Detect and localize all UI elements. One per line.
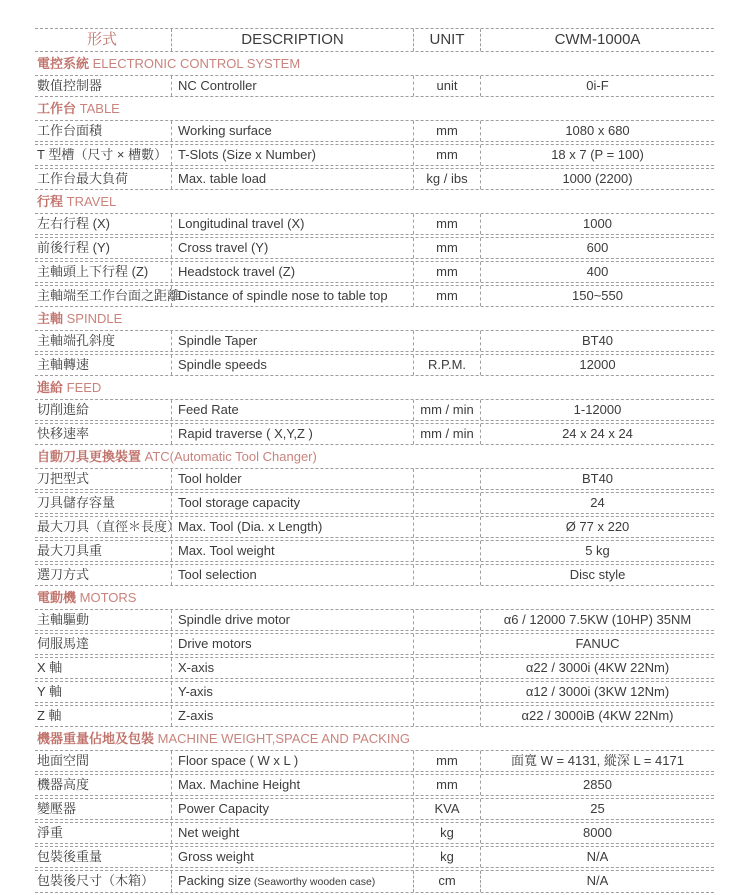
spec-value: α22 / 3000i (4KW 22Nm) [480, 658, 714, 678]
section-title-zh: 工作台 [37, 101, 77, 116]
spec-row [35, 144, 714, 166]
spec-label-zh: 主軸端至工作台面之距離 [37, 288, 181, 303]
section-header [35, 729, 714, 748]
spec-value: α6 / 12000 7.5KW (10HP) 35NM [480, 610, 714, 630]
spec-label-zh: 機器高度 [37, 777, 90, 792]
spec-value: 1000 [480, 214, 714, 234]
section-header [35, 309, 714, 328]
spec-value: 150~550 [480, 286, 714, 306]
spec-unit [413, 469, 480, 489]
spec-label-zh: 主軸頭上下行程 (Z) [37, 264, 149, 279]
spec-row [35, 354, 714, 376]
spec-unit: mm [413, 121, 480, 141]
spec-description: Spindle speeds [171, 355, 413, 375]
spec-row [35, 168, 714, 190]
section-title-en: MOTORS [76, 590, 137, 605]
table-header-row [35, 28, 714, 52]
column-header-model: CWM-1000A [480, 29, 714, 51]
spec-description: Rapid traverse ( X,Y,Z ) [171, 424, 413, 444]
spec-row [35, 846, 714, 868]
spec-description: Floor space ( W x L ) [171, 751, 413, 771]
spec-value: 400 [480, 262, 714, 282]
spec-value: N/A [480, 847, 714, 867]
spec-row [35, 750, 714, 772]
spec-row [35, 564, 714, 586]
spec-unit: kg [413, 847, 480, 867]
spec-label-zh: 地面空間 [37, 753, 90, 768]
column-header-type: 形式 [86, 31, 117, 48]
spec-value: α22 / 3000iB (4KW 22Nm) [480, 706, 714, 726]
spec-description: Tool storage capacity [171, 493, 413, 513]
spec-row [35, 399, 714, 421]
spec-row [35, 75, 714, 97]
section-title-zh: 主軸 [37, 311, 64, 326]
section-title-zh: 自動刀具更換裝置 [37, 449, 142, 464]
spec-row [35, 870, 714, 893]
spec-row [35, 657, 714, 679]
spec-row [35, 237, 714, 259]
spec-unit: mm [413, 286, 480, 306]
spec-unit: KVA [413, 799, 480, 819]
spec-value: 18 x 7 (P = 100) [480, 145, 714, 165]
section-title-en: TABLE [76, 101, 120, 116]
spec-label-zh: Z 軸 [37, 708, 62, 723]
spec-description: T-Slots (Size x Number) [171, 145, 413, 165]
spec-row [35, 330, 714, 352]
spec-unit [413, 658, 480, 678]
spec-description: Max. table load [171, 169, 413, 189]
spec-value: 2850 [480, 775, 714, 795]
spec-value: 1-12000 [480, 400, 714, 420]
spec-value: 1000 (2200) [480, 169, 714, 189]
spec-label-zh: 數值控制器 [37, 78, 103, 93]
spec-unit [413, 517, 480, 537]
spec-description-note: (Seaworthy wooden case) [250, 876, 376, 888]
spec-row [35, 633, 714, 655]
spec-label-zh: 工作台最大負荷 [37, 171, 129, 186]
spec-row [35, 609, 714, 631]
spec-label-zh: 前後行程 (Y) [37, 240, 110, 255]
spec-value: 25 [480, 799, 714, 819]
spec-description: X-axis [171, 658, 413, 678]
spec-description: Max. Machine Height [171, 775, 413, 795]
section-title-zh: 電動機 [37, 590, 77, 605]
section-title-en: ELECTRONIC CONTROL SYSTEM [89, 56, 301, 71]
spec-unit: mm [413, 775, 480, 795]
spec-description: Z-axis [171, 706, 413, 726]
spec-description: Distance of spindle nose to table top [171, 286, 413, 306]
spec-unit: unit [413, 76, 480, 96]
section-title-zh: 行程 [37, 194, 64, 209]
section-title-en: FEED [63, 380, 102, 395]
section-header [35, 447, 714, 466]
spec-unit: mm [413, 262, 480, 282]
spec-label-zh: 刀把型式 [37, 471, 90, 486]
spec-unit: kg [413, 823, 480, 843]
spec-unit: mm / min [413, 400, 480, 420]
spec-value: BT40 [480, 331, 714, 351]
spec-value: 1080 x 680 [480, 121, 714, 141]
spec-table [35, 28, 714, 895]
spec-description: Net weight [171, 823, 413, 843]
spec-value: FANUC [480, 634, 714, 654]
spec-description: Max. Tool weight [171, 541, 413, 561]
spec-description: Tool holder [171, 469, 413, 489]
spec-description: Spindle Taper [171, 331, 413, 351]
spec-label-zh: 淨重 [37, 825, 64, 840]
spec-row [35, 681, 714, 703]
spec-unit [413, 610, 480, 630]
spec-label-zh: 包裝後尺寸（木箱） [37, 873, 155, 888]
section-title-en: TRAVEL [63, 194, 117, 209]
spec-label-zh: 刀具儲存容量 [37, 495, 116, 510]
spec-description: Gross weight [171, 847, 413, 867]
spec-value: α12 / 3000i (3KW 12Nm) [480, 682, 714, 702]
spec-label-zh: 最大刀具重 [37, 543, 103, 558]
spec-unit [413, 493, 480, 513]
section-header [35, 378, 714, 397]
spec-label-zh: 變壓器 [37, 801, 77, 816]
spec-description: Spindle drive motor [171, 610, 413, 630]
spec-unit: cm [413, 871, 480, 892]
section-title-en: ATC(Automatic Tool Changer) [141, 449, 317, 464]
spec-unit: mm [413, 214, 480, 234]
spec-label-zh: 最大刀具（直徑＊長度） [37, 519, 181, 534]
spec-value: 8000 [480, 823, 714, 843]
spec-unit [413, 541, 480, 561]
spec-description: Power Capacity [171, 799, 413, 819]
spec-unit: R.P.M. [413, 355, 480, 375]
spec-description: Longitudinal travel (X) [171, 214, 413, 234]
spec-value: 600 [480, 238, 714, 258]
column-header-description: DESCRIPTION [171, 29, 413, 51]
spec-row [35, 798, 714, 820]
section-title-zh: 機器重量佔地及包裝 [37, 731, 155, 746]
spec-description: Feed Rate [171, 400, 413, 420]
spec-value: 12000 [480, 355, 714, 375]
spec-value: Ø 77 x 220 [480, 517, 714, 537]
spec-row [35, 516, 714, 538]
spec-label-zh: 伺服馬達 [37, 636, 90, 651]
spec-value: 24 x 24 x 24 [480, 424, 714, 444]
spec-row [35, 120, 714, 142]
section-title-en: MACHINE WEIGHT,SPACE AND PACKING [154, 731, 410, 746]
spec-unit [413, 682, 480, 702]
spec-description: Working surface [171, 121, 413, 141]
spec-unit: mm [413, 238, 480, 258]
section-header [35, 54, 714, 73]
column-header-unit: UNIT [413, 29, 480, 51]
spec-row [35, 261, 714, 283]
spec-label-zh: 工作台面積 [37, 123, 103, 138]
spec-value: N/A [480, 871, 714, 892]
spec-unit [413, 331, 480, 351]
spec-value: Disc style [480, 565, 714, 585]
spec-label-zh: 選刀方式 [37, 567, 90, 582]
spec-unit: mm [413, 751, 480, 771]
spec-label-zh: T 型槽（尺寸 × 槽數） [37, 147, 168, 162]
spec-description: Max. Tool (Dia. x Length) [171, 517, 413, 537]
spec-label-zh: 左右行程 (X) [37, 216, 110, 231]
spec-unit [413, 565, 480, 585]
spec-unit: mm / min [413, 424, 480, 444]
spec-row [35, 213, 714, 235]
spec-label-zh: 切削進給 [37, 402, 90, 417]
spec-row [35, 423, 714, 445]
table-body [35, 54, 714, 893]
spec-description: Cross travel (Y) [171, 238, 413, 258]
spec-label-zh: Y 軸 [37, 684, 63, 699]
spec-label-zh: 快移速率 [37, 426, 90, 441]
spec-row [35, 774, 714, 796]
spec-unit [413, 634, 480, 654]
spec-value: 面寬 W = 4131, 縱深 L = 4171 [480, 751, 714, 771]
spec-row [35, 468, 714, 490]
spec-unit: mm [413, 145, 480, 165]
spec-row [35, 540, 714, 562]
section-header [35, 588, 714, 607]
spec-value: BT40 [480, 469, 714, 489]
spec-label-zh: 主軸轉速 [37, 357, 90, 372]
section-title-zh: 進給 [37, 380, 64, 395]
spec-unit [413, 706, 480, 726]
spec-label-zh: 主軸端孔斜度 [37, 333, 116, 348]
spec-row [35, 492, 714, 514]
spec-value: 24 [480, 493, 714, 513]
spec-description: NC Controller [171, 76, 413, 96]
spec-value: 0i-F [480, 76, 714, 96]
spec-unit: kg / ibs [413, 169, 480, 189]
spec-label-zh: 主軸驅動 [37, 612, 90, 627]
spec-row [35, 705, 714, 727]
spec-label-zh: X 軸 [37, 660, 63, 675]
spec-row [35, 285, 714, 307]
spec-description: Headstock travel (Z) [171, 262, 413, 282]
spec-value: 5 kg [480, 541, 714, 561]
section-title-en: SPINDLE [63, 311, 123, 326]
spec-label-zh: 包裝後重量 [37, 849, 103, 864]
section-title-zh: 電控系統 [37, 56, 90, 71]
spec-description: Tool selection [171, 565, 413, 585]
spec-row [35, 822, 714, 844]
spec-description: Packing size (Seaworthy wooden case) [171, 871, 413, 892]
section-header [35, 192, 714, 211]
section-header [35, 99, 714, 118]
spec-description: Y-axis [171, 682, 413, 702]
spec-description: Drive motors [171, 634, 413, 654]
